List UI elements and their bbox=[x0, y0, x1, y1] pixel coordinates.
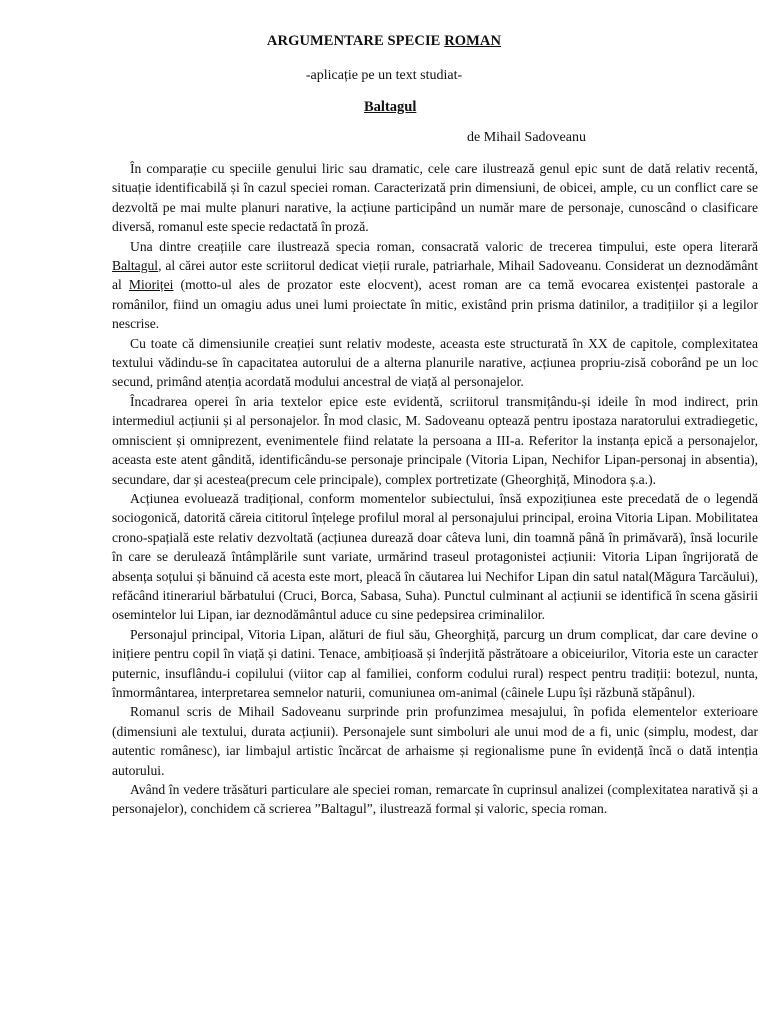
paragraph-intro: În comparație cu speciile genului liric sau dramatic, cele care ilustrează genul epic sunt de dată relativ recentă, situație identificabilă și în cazul speciei roman. Caracterizată prin dimensiuni, de obicei, ample, cu un conflict care se dezvoltă pe mai multe planuri narative, la acțiune participând un număr mare de personaje, cunoscând o clasificare diversă, romanul este specie redactată în proză. bbox=[112, 161, 758, 235]
paragraph-text: Una dintre creațiile care ilustrează specia roman, consacrată valoric de trecerea timpului, este opera literară bbox=[130, 238, 758, 254]
paragraph-work-presentation bbox=[112, 237, 758, 334]
paragraph-conclusion: Având în vedere trăsături particulare ale speciei roman, remarcate în cuprinsul analizei (complexitatea narativă și a personajelor), conchidem că scrierea ”Baltagul”, ilustrează formal și valoric, specia roman. bbox=[112, 782, 758, 817]
essay-body bbox=[112, 159, 758, 819]
author-line: de Mihail Sadoveanu bbox=[467, 130, 586, 145]
paragraph-action: Acțiunea evoluează tradițional, conform momentelor subiectului, însă expozițiunea este precedată de o legendă sociogonică, datorită căreia cititorul înțelege profilul moral al personajului principal, eroina Vitoria Lipan. Mobilitatea crono-spațială este relativ dezvoltată (acțiunea durează doar câteva luni, din toamnă până în primăvară), însă locurile în care se derulează întâmplările sunt variate, urmărind traseul protagonistei acțiunii: Vitoria Lipan îngrijorată de absența soțului și bănuind că acesta este mort, pleacă în căutarea lui Nechifor Lipan din satul natal(Măgura Tarcăului), refăcând itinerariul bărbatului (Cruci, Borca, Sabasa, Suha). Punctul culminant al acțiunii se identifică în scena găsirii osemintelor lui Lipan, iar deznodământul aduce cu sine pedepsirea criminalilor. bbox=[112, 490, 758, 623]
title-underlined-word: ROMAN bbox=[444, 33, 502, 49]
paragraph-main-character: Personajul principal, Vitoria Lipan, alături de fiul său, Gheorghiță, parcurg un drum complicat, dar care devine o inițiere pentru copil în viață și datini. Tenace, ambițioasă și înderjită păstrătoare a obiceiurilor, Vitoria este un caracter puternic, insuflându-i copilului (viitor cap al familiei, conform codului rural) respect pentru tradiții: botezul, nunta, înmormântarea, interpretarea semnelor naturii, comuniunea om-animal (câinele Lupu își răzbună stăpânul). bbox=[112, 626, 758, 700]
paragraph-epic-framing: Încadrarea operei în aria textelor epice este evidentă, scriitorul transmițându-și ideile în mod indirect, prin intermediul acțiunii și al personajelor. În mod clasic, M. Sadoveanu optează pentru ipostaza naratorului extradiegetic, omniscient și omniprezent, evenimentele fiind relatate la persoana a III-a. Referitor la instanța epică a personajelor, aceasta este atent gândită, identificându-se personaje principale (Vitoria Lipan, Nechifor Lipan-personaj in absentia), secundare, dar și acestea(precum cele principale), complex portretizate (Gheorghiță, Minodora ș.a.). bbox=[112, 393, 758, 487]
work-title: Baltagul bbox=[364, 99, 417, 115]
paragraph-text: (motto-ul ales de prozator este elocvent), acest roman are ca temă evocarea existenței pastorale a românilor, fiind un omagiu adus unei lumi proiectate în mitic, existând prin prisma datinilor, a tradițiilor și a legilor nescrise. bbox=[112, 277, 758, 332]
underlined-miorita: Mioriței bbox=[128, 277, 174, 293]
underlined-work-title: Baltagul bbox=[112, 258, 159, 274]
document-subtitle: -aplicație pe un text studiat- bbox=[305, 68, 463, 83]
paragraph-text: , al cărei autor este scriitorul dedicat vieții rurale, patriarhale, Mihail Sadoveanu. Considerat un deznodământ al bbox=[112, 258, 758, 293]
paragraph-message: Romanul scris de Mihail Sadoveanu surprinde prin profunzimea mesajului, în pofida elementelor exterioare (dimensiuni ale textului, durata acțiunii). Personajele sunt simboluri ale unui mod de a fi, unic (simplu, modest, dar autentic românesc), iar limbajul artistic încărcat de arhaisme și regionalisme pune în evidență încă o dată intenția autorului. bbox=[112, 704, 758, 778]
title-prefix: ARGUMENTARE SPECIE bbox=[266, 33, 445, 49]
paragraph-structure: Cu toate că dimensiunile creației sunt relativ modeste, aceasta este structurată în XX de capitole, complexitatea textului vădindu-se în capacitatea autorului de a alterna planurile narative, acțiunea propriu-zisă coborând pe un loc secund, primând atenția acordată modului ancestral de viață al personajelor. bbox=[112, 335, 758, 390]
document-title bbox=[0, 33, 768, 50]
